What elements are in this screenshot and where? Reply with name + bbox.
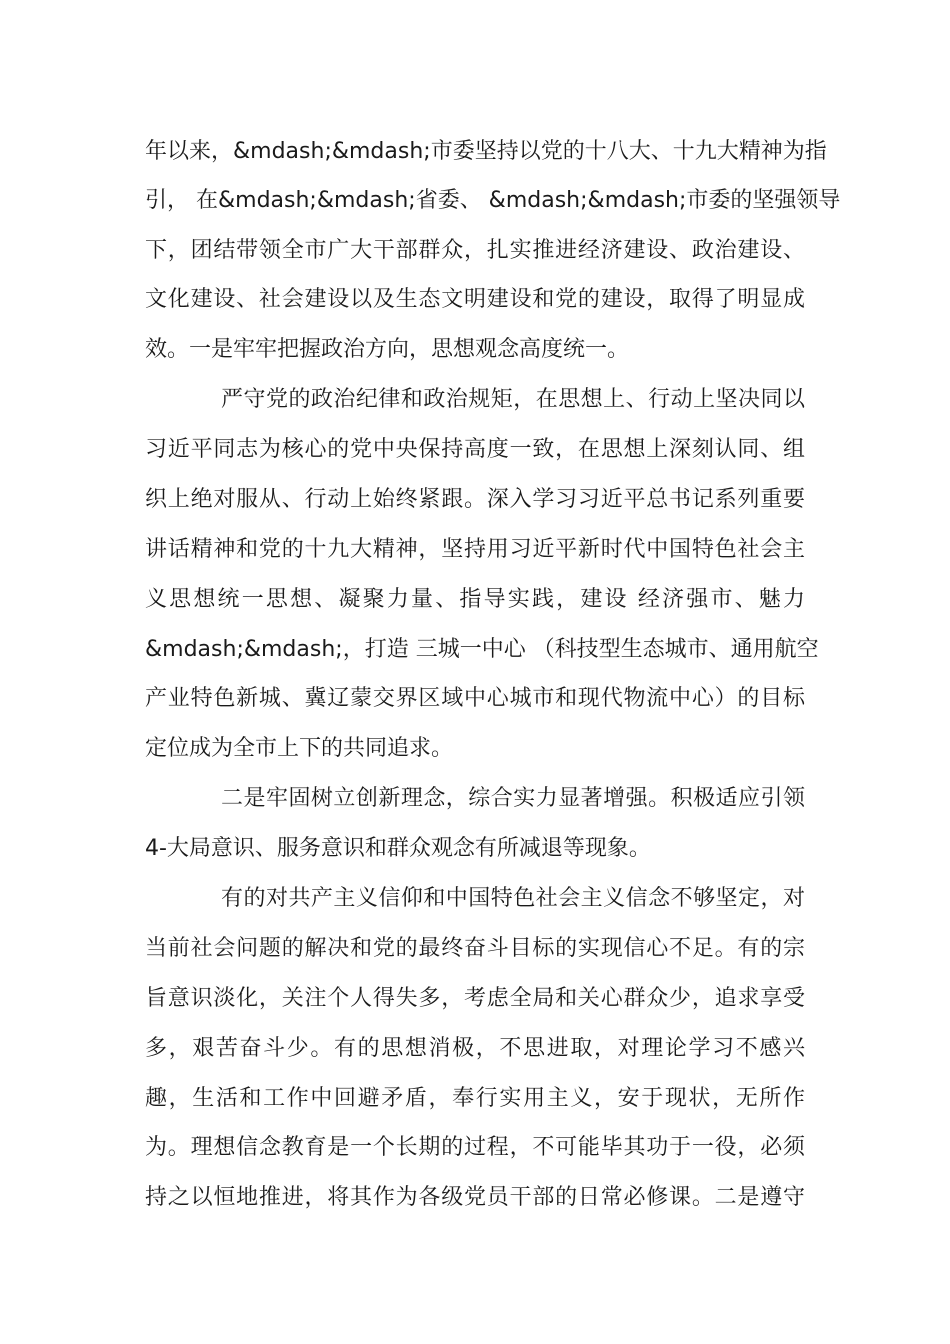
text-line: 织上绝对服从、行动上始终紧跟。深入学习习近平总书记系列重要	[145, 487, 805, 512]
text-line: 定位成为全市上下的共同追求。	[145, 736, 454, 761]
text-line: 引， 在&mdash;&mdash;省委、 &mdash;&mdash;市委的坚强领导	[145, 188, 841, 213]
text-line: &mdash;&mdash;，打造 三城一中心 （科技型生态城市、通用航空	[145, 637, 819, 662]
text-line: 趣，生活和工作中回避矛盾，奉行实用主义，安于现状，无所作	[145, 1086, 805, 1111]
text-line: 习近平同志为核心的党中央保持高度一致，在思想上深刻认同、组	[145, 437, 805, 462]
text-line: 文化建设、社会建设以及生态文明建设和党的建设，取得了明显成	[145, 287, 805, 312]
text-line: 当前社会问题的解决和党的最终奋斗目标的实现信心不足。有的宗	[145, 936, 805, 961]
text-line: 持之以恒地推进，将其作为各级党员干部的日常必修课。二是遵守	[145, 1185, 805, 1210]
text-line: 讲话精神和党的十九大精神，坚持用习近平新时代中国特色社会主	[145, 537, 805, 562]
text-line: 产业特色新城、冀辽蒙交界区域中心城市和现代物流中心）的目标	[145, 686, 805, 711]
paragraph-first-line: 有的对共产主义信仰和中国特色社会主义信念不够坚定，对	[221, 886, 805, 911]
paragraph-first-line: 二是牢固树立创新理念，综合实力显著增强。积极适应引领	[221, 786, 805, 811]
paragraph-first-line: 严守党的政治纪律和政治规矩，在思想上、行动上坚决同以	[221, 387, 805, 412]
text-line: 义思想统一思想、凝聚力量、指导实践，建设 经济强市、魅力	[145, 587, 805, 612]
text-line: 4-大局意识、服务意识和群众观念有所减退等现象。	[145, 836, 651, 861]
text-line: 多，艰苦奋斗少。有的思想消极，不思进取，对理论学习不感兴	[145, 1036, 805, 1061]
text-line: 为。理想信念教育是一个长期的过程，不可能毕其功于一役，必须	[145, 1135, 805, 1160]
text-line: 年以来，&mdash;&mdash;市委坚持以党的十八大、十九大精神为指	[145, 139, 827, 164]
text-line: 旨意识淡化，关注个人得失多，考虑全局和关心群众少，追求享受	[145, 986, 805, 1011]
text-line: 下，团结带领全市广大干部群众，扎实推进经济建设、政治建设、	[145, 238, 805, 263]
text-line: 效。一是牢牢把握政治方向，思想观念高度统一。	[145, 337, 630, 362]
